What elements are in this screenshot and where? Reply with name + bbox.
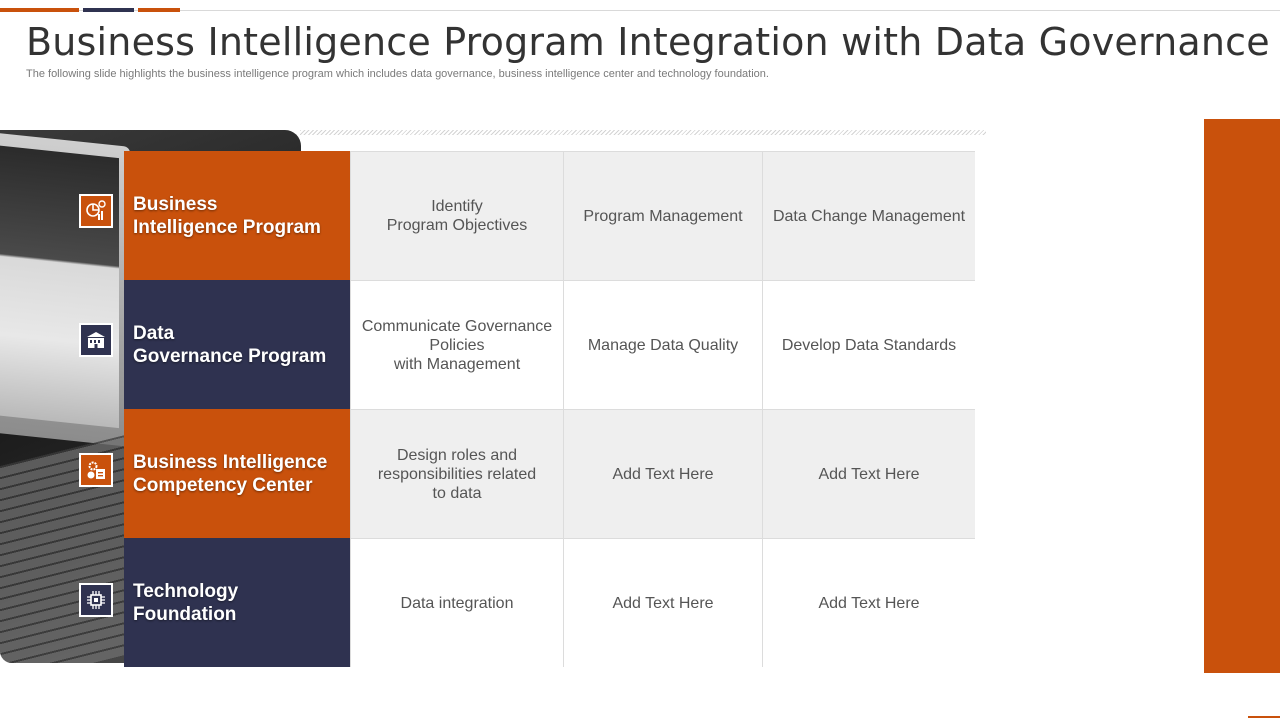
side-accent-bar bbox=[1204, 119, 1280, 673]
table-cell: Data integration bbox=[350, 538, 563, 667]
top-divider bbox=[0, 10, 1280, 11]
table-cell: Manage Data Quality bbox=[563, 280, 762, 409]
top-accent-bar-orange bbox=[0, 8, 79, 12]
table-cell: Communicate Governance Policies with Management bbox=[350, 280, 563, 409]
chart-icon bbox=[79, 194, 113, 228]
top-accent-bar-orange-2 bbox=[138, 8, 180, 12]
table-cell: Data Change Management bbox=[762, 151, 975, 280]
top-accent-bar-navy bbox=[83, 8, 134, 12]
row-header-data-governance: Data Governance Program bbox=[124, 280, 350, 409]
table-cell: Add Text Here bbox=[563, 409, 762, 538]
gear-report-icon bbox=[79, 453, 113, 487]
row-header-technology-foundation: Technology Foundation bbox=[124, 538, 350, 667]
building-icon bbox=[79, 323, 113, 357]
chip-icon bbox=[79, 583, 113, 617]
row-header-bi-program: Business Intelligence Program bbox=[124, 151, 350, 280]
table-cell: Identify Program Objectives bbox=[350, 151, 563, 280]
integration-table bbox=[124, 151, 975, 667]
table-cell: Add Text Here bbox=[762, 538, 975, 667]
slide-title: Business Intelligence Program Integration with Data Governance bbox=[26, 20, 1270, 64]
table-cell: Program Management bbox=[563, 151, 762, 280]
table-cell: Add Text Here bbox=[762, 409, 975, 538]
laptop-screen bbox=[0, 142, 119, 428]
slide-subtitle: The following slide highlights the business intelligence program which includes data governance, business intelligence center and technology foundation. bbox=[26, 68, 769, 80]
row-header-bi-competency-center: Business Intelligence Competency Center bbox=[124, 409, 350, 538]
table-cell: Develop Data Standards bbox=[762, 280, 975, 409]
corner-accent-line bbox=[1248, 716, 1280, 718]
table-cell: Add Text Here bbox=[563, 538, 762, 667]
table-cell: Design roles and responsibilities related to data bbox=[350, 409, 563, 538]
hatch-divider bbox=[300, 130, 986, 135]
